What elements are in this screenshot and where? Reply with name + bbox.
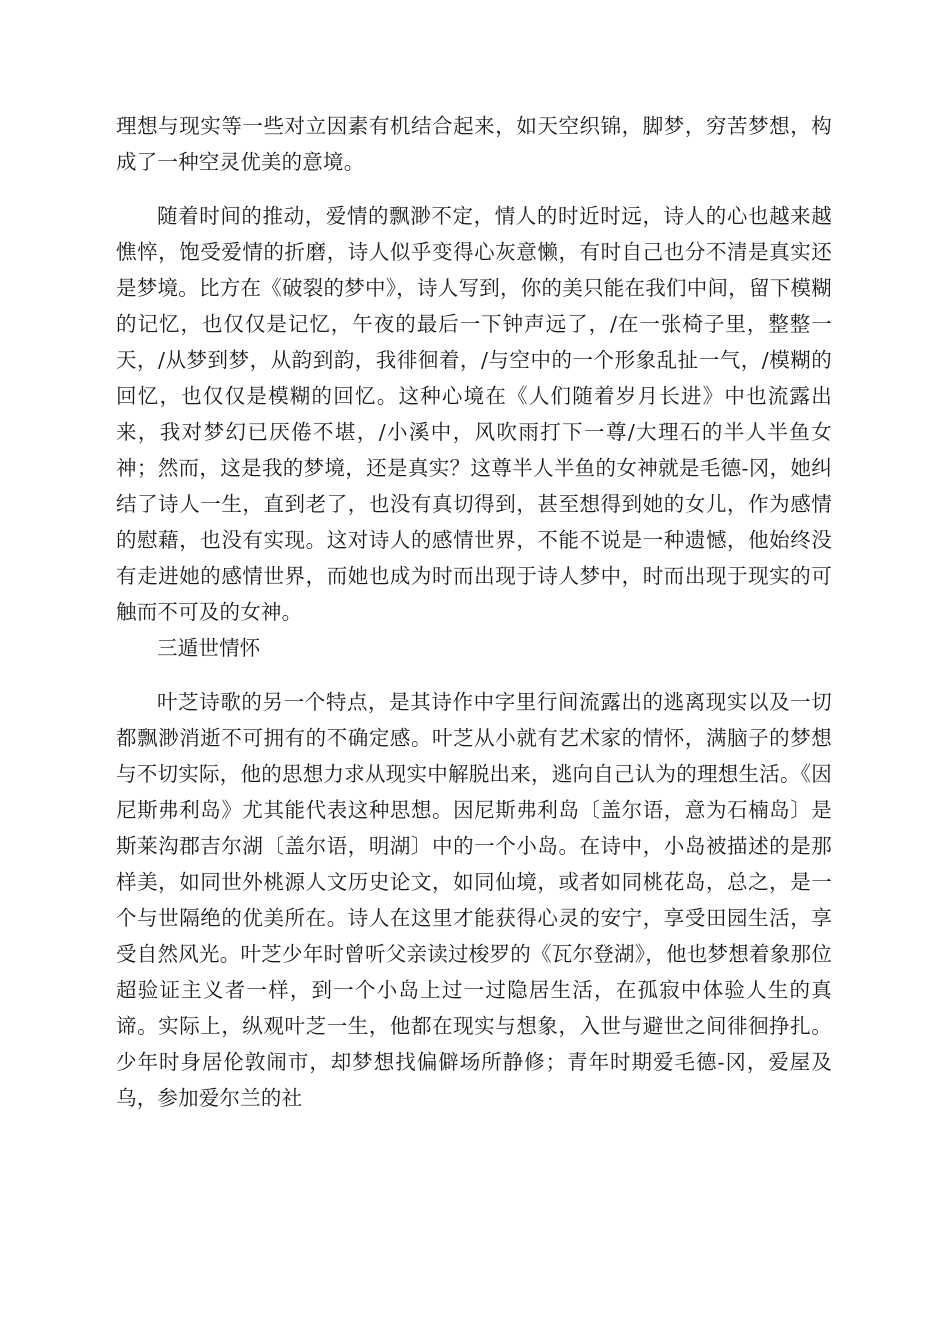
paragraph-dream-reality: 随着时间的推动，爱情的飘渺不定，情人的时近时远，诗人的心也越来越憔悴，饱受爱情的折磨，诗人似乎变得心灰意懒，有时自己也分不清是真实还是梦境。比方在《破裂的梦中》，诗人写到，你的美只能在我们中间，留下模糊的记忆，也仅仅是记忆，午夜的最后一下钟声远了，/在一张椅子里，整整一天，/从梦到梦，从韵到韵，我徘徊着，/与空中的一个形象乱扯一气，/模糊的回忆，也仅仅是模糊的回忆。这种心境在《人们随着岁月长进》中也流露出来，我对梦幻已厌倦不堪，/小溪中，风吹雨打下一尊/大理石的半人半鱼女神；然而，这是我的梦境，还是真实？这尊半人半鱼的女神就是毛德-冈，她纠结了诗人一生，直到老了，也没有真切得到，甚至想得到她的女儿，作为感情的慰藉，也没有实现。这对诗人的感情世界，不能不说是一种遗憾，他始终没有走进她的感情世界，而她也成为时而出现于诗人梦中，时而出现于现实的可触而不可及的女神。 (116, 204, 832, 624)
paragraph-continued: 理想与现实等一些对立因素有机结合起来，如天空织锦，脚梦，穷苦梦想，构成了一种空灵优美的意境。 (116, 114, 832, 174)
document-body (116, 108, 832, 1116)
section-heading: 三遁世情怀 (157, 636, 261, 660)
paragraph-escapism: 叶芝诗歌的另一个特点，是其诗作中字里行间流露出的逃离现实以及一切都飘渺消逝不可拥有的不确定感。叶芝从小就有艺术家的情怀，满脑子的梦想与不切实际，他的思想力求从现实中解脱出来，逃向自己认为的理想生活。《因尼斯弗利岛》尤其能代表这种思想。因尼斯弗利岛〔盖尔语，意为石楠岛〕是斯莱沟郡吉尔湖〔盖尔语，明湖〕中的一个小岛。在诗中，小岛被描述的是那样美，如同世外桃源人文历史论文，如同仙境，或者如同桃花岛，总之，是一个与世隔绝的优美所在。诗人在这里才能获得心灵的安宁，享受田园生活，享受自然风光。叶芝少年时曾听父亲读过梭罗的《瓦尔登湖》，他也梦想着象那位超验证主义者一样，到一个小岛上过一过隐居生活，在孤寂中体验人生的真谛。实际上，纵观叶芝一生，他都在现实与想象，入世与避世之间徘徊挣扎。少年时身居伦敦闹市，却梦想找偏僻场所静修；青年时期爱毛德-冈，爱屋及乌，参加爱尔兰的社 (116, 690, 832, 1110)
